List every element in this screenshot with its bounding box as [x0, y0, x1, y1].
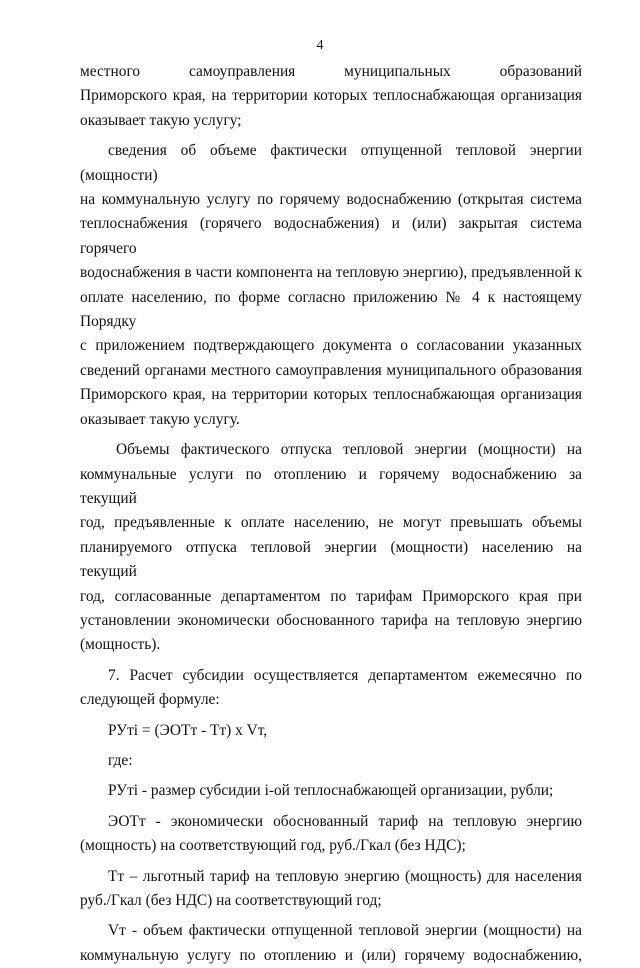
definition-ruti: РУтi - размер субсидии i-ой теплоснабжающей организации, рубли; [108, 782, 554, 800]
text-line: сведения об объеме фактически отпущенной тепловой энергии (мощности) [80, 142, 582, 184]
text-line: планируемого отпуска тепловой энергии (мощности) населению на текущий [80, 538, 582, 581]
text-line: коммунальные услуги по отоплению и горячему водоснабжению за текущий [80, 465, 582, 507]
text-line: ЭОТт - экономически обоснованный тариф на тепловую энергию [108, 812, 582, 830]
formula: РУтi = (ЭОТт - Тт) х Vт, [108, 721, 268, 739]
text-line: 7. Расчет субсидии осуществляется департаментом ежемесячно по [108, 666, 582, 684]
text-line: Объемы фактического отпуска тепловой энергии (мощности) на [116, 441, 582, 459]
document-body [80, 60, 582, 968]
text-line: теплоснабжения (горячего водоснабжения) и (или) закрытая система горячего [80, 215, 582, 257]
text-line: установлении экономически обоснованного тарифа на тепловую энергию [80, 611, 582, 629]
text-line: оказывает такую услугу; [80, 111, 242, 129]
text-line: Приморского края, на территории которых теплоснабжающая организация [80, 386, 582, 404]
text-line: водоснабжения в части компонента на тепловую энергию), предъявленной к [80, 264, 582, 282]
where-label: где: [108, 751, 133, 769]
paragraph-1 [80, 60, 582, 133]
text-line: год, согласованные департаментом по тарифам Приморского края при [80, 587, 582, 605]
paragraph-4 [80, 664, 582, 713]
text-line: год, предъявленные к оплате населению, не могут превышать объемы [80, 514, 582, 532]
text-line: следующей формуле: [80, 691, 220, 709]
text-line: сведений органами местного самоуправления муниципального образования [80, 361, 582, 379]
text-line: Vт - объем фактически отпущенной тепловой энергии (мощности) на [108, 922, 582, 940]
definition-eott [80, 810, 582, 859]
text-line: местного самоуправления муниципальных образований [80, 63, 582, 80]
definition-vt [80, 919, 582, 968]
text-line: на коммунальную услугу по горячему водоснабжению (открытая система [80, 191, 582, 209]
page-number: 4 [316, 38, 324, 53]
text-line: (мощность) на соответствующий год, руб./Гкал (без НДС); [80, 837, 466, 855]
text-line: Приморского края, на территории которых теплоснабжающая организация [80, 87, 582, 105]
text-line: Тт – льготный тариф на тепловую энергию (мощность) для населения [108, 867, 582, 885]
text-line: оплате населению, по форме согласно приложению № 4 к настоящему Порядку [80, 288, 582, 331]
definition-tt [80, 865, 582, 914]
text-line: с приложением подтверждающего документа о согласовании указанных [80, 337, 582, 355]
text-line: коммунальную услугу по отоплению и (или) горячему водоснабжению, [80, 946, 582, 964]
text-line: (мощность). [80, 636, 161, 654]
text-line: оказывает такую услугу. [80, 410, 240, 428]
paragraph-3 [80, 438, 582, 658]
paragraph-2 [80, 139, 582, 432]
text-line: руб./Гкал (без НДС) на соответствующий год; [80, 892, 382, 909]
